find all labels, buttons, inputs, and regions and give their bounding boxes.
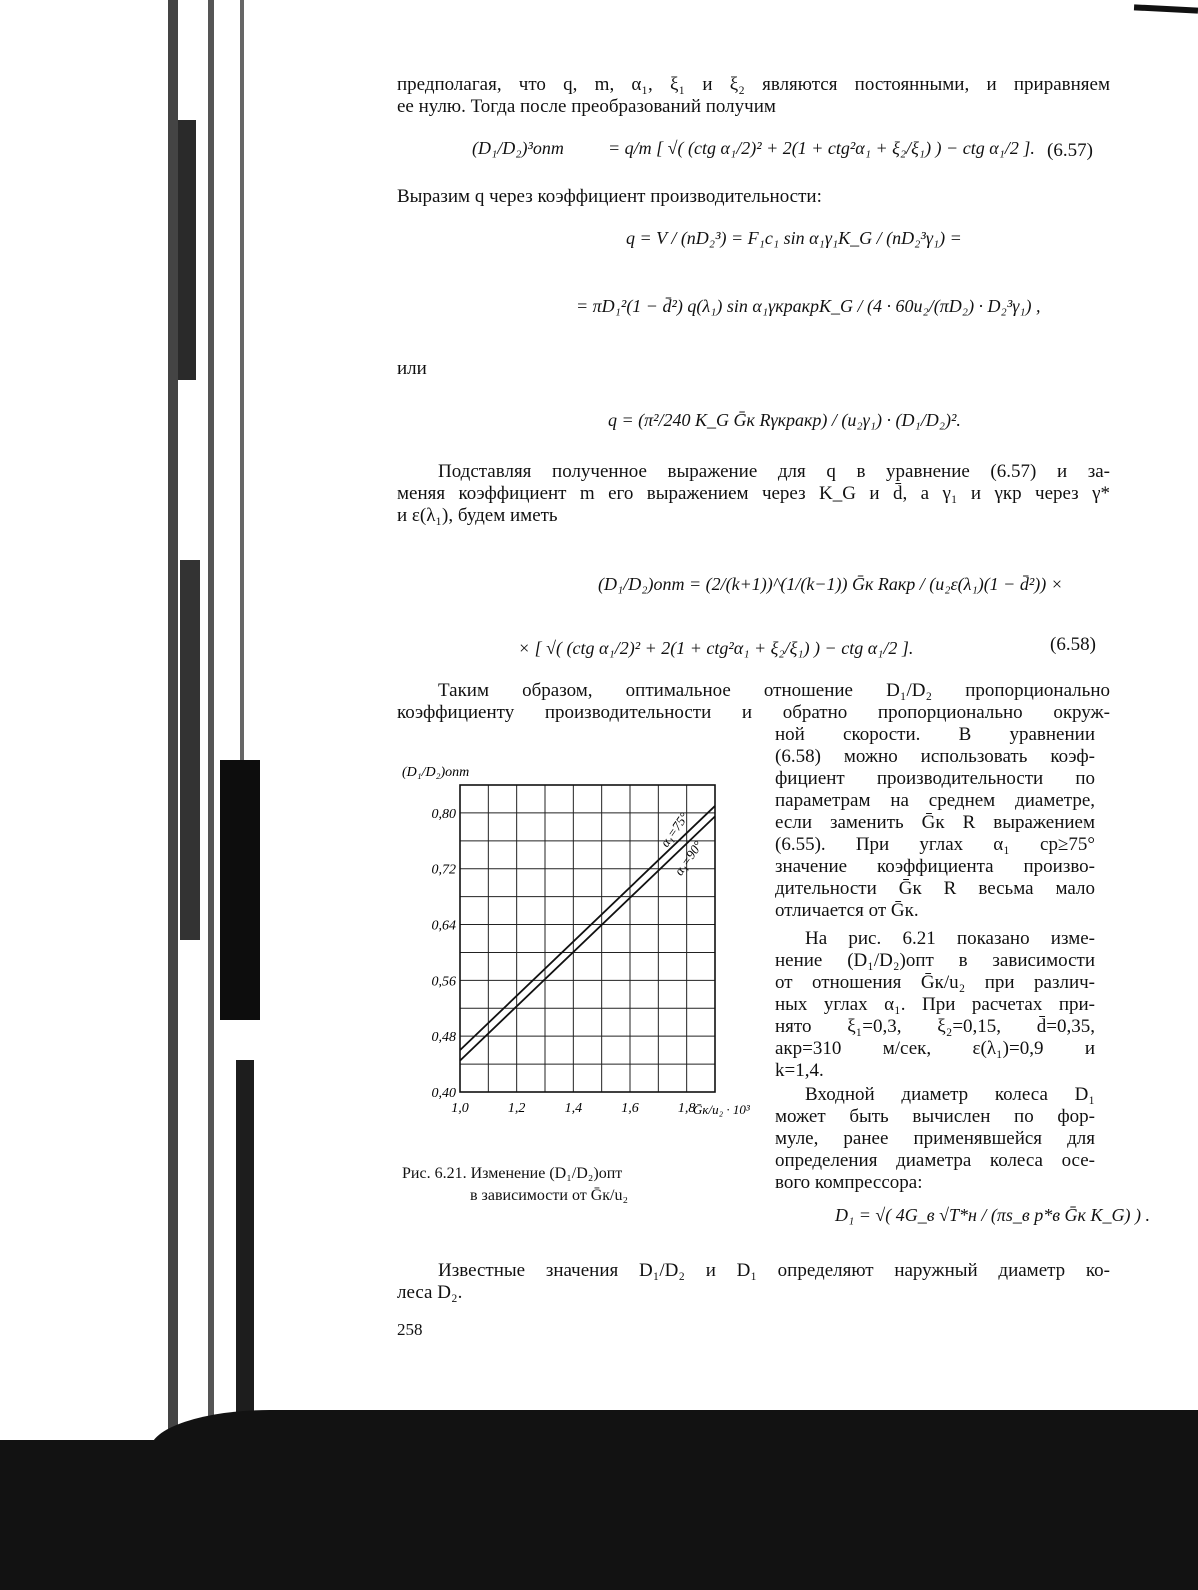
equation-number: (6.58) (1050, 634, 1096, 655)
text-line: если заменить Ḡк R выражением (775, 812, 1095, 833)
y-tick-label: 0,72 (431, 862, 456, 878)
text-line: нение (D₁/D₂)опт в зависимости (775, 950, 1095, 971)
equation-6-58-line2: × [ √( (ctg α₁/2)² + 2(1 + ctg²α₁ + ξ₂/ξ₁) ) − ctg α₁/2 ]. (518, 638, 914, 658)
figure-caption: Рис. 6.21. Изменение (D₁/D₂)опт (402, 1165, 623, 1182)
text-line: леса D₂. (397, 1282, 463, 1303)
text-line: На рис. 6.21 показано изме- (805, 928, 1095, 949)
equation-6-57-rhs: = q/m [ √( (ctg α₁/2)² + 2(1 + ctg²α₁ + ξ₂/ξ₁) ) − ctg α₁/2 ]. (608, 138, 1035, 158)
equation-number: (6.57) (1047, 140, 1093, 161)
series-label: α₁=75° (657, 809, 692, 850)
y-tick-label: 0,40 (431, 1086, 456, 1101)
text-line: может быть вычислен по фор- (775, 1106, 1095, 1127)
text-line: коэффициенту производительности и обратно пропорционально окруж- (397, 702, 1110, 723)
text-line: меняя коэффициент m его выражением через K_G и d̄, а γ₁ и γкр через γ* (397, 483, 1110, 504)
text-line: предполагая, что q, m, α₁, ξ₁ и ξ₂ являются постоянными, и приравняем (397, 74, 1110, 95)
series-line (460, 816, 715, 1060)
equation-q-1: q = V / (nD₂³) = F₁c₁ sin α₁γ₁K_G / (nD₂³γ₁) = (626, 228, 962, 248)
text-line: и ε(λ₁), будем иметь (397, 505, 558, 526)
text-line: (6.58) можно использовать коэф- (775, 746, 1095, 767)
text-line: k=1,4. (775, 1060, 824, 1081)
scan-top-mark (1134, 4, 1198, 13)
text-line: (6.55). При углах α₁ ср≥75° (775, 834, 1095, 855)
text-line: фициент производительности по (775, 768, 1095, 789)
equation-q-2: = πD₁²(1 − d̄²) q(λ₁) sin α₁γкрaкрK_G / (4 · 60u₂/(πD₂) · D₂³γ₁) , (576, 296, 1041, 316)
text-line: ных углах α₁. При расчетах при- (775, 994, 1095, 1015)
text-line: дительности Ḡк R весьма мало (775, 878, 1095, 899)
figure-6-21 (400, 760, 760, 1160)
x-tick-label: 1,4 (564, 1101, 583, 1116)
text-line: ной скорости. В уравнении (775, 724, 1095, 745)
text-line: Известные значения D₁/D₂ и D₁ определяют наружный диаметр ко- (438, 1260, 1110, 1281)
x-tick-label: 1,2 (507, 1101, 526, 1116)
text-line: Таким образом, оптимальное отношение D₁/D₂ пропорционально (438, 680, 1110, 701)
text-line: aкр=310 м/сек, ε(λ₁)=0,9 и (775, 1038, 1095, 1059)
y-tick-label: 0,48 (431, 1030, 456, 1046)
equation-d1: D₁ = √( 4G_в √T*н / (πs_в p*в Ḡк K_G) ) . (835, 1205, 1150, 1225)
y-tick-label: 0,56 (431, 974, 456, 990)
text-line: Подставляя полученное выражение для q в уравнение (6.57) и за- (438, 461, 1110, 482)
text-line: Входной диаметр колеса D₁ (805, 1084, 1095, 1105)
figure-caption: в зависимости от Ḡк/u₂ (470, 1187, 629, 1204)
x-axis-label: Ḡк/u₂ · 10³ (693, 1102, 750, 1117)
text-line: или (397, 358, 427, 379)
text-line: определения диаметра колеса осе- (775, 1150, 1095, 1171)
equation-6-57-lhs: (D₁/D₂)³опт (472, 138, 564, 158)
scan-left-edge (0, 0, 268, 1590)
y-tick-label: 0,64 (431, 918, 456, 934)
series-label: α₁=90° (671, 838, 706, 879)
series-line (460, 806, 715, 1050)
chart (400, 760, 760, 1160)
text-line: отличается от Ḡк. (775, 900, 919, 921)
text-line: от отношения Ḡк/u₂ при различ- (775, 972, 1095, 993)
x-tick-label: 1,8 (677, 1101, 696, 1116)
text-line: Выразим q через коэффициент производительности: (397, 186, 822, 207)
x-tick-label: 1,0 (451, 1101, 469, 1116)
text-line: ее нулю. Тогда после преобразований получим (397, 96, 776, 117)
text-line: параметрам на среднем диаметре, (775, 790, 1095, 811)
y-axis-label: (D₁/D₂)опт (402, 765, 470, 780)
equation-6-58-line1: (D₁/D₂)опт = (2/(k+1))^(1/(k−1)) Ḡк Raкр / (u₂ε(λ₁)(1 − d̄²)) × (598, 574, 1063, 594)
x-tick-label: 1,6 (621, 1101, 639, 1116)
equation-q-3: q = (π²/240 K_G Ḡк Rγкрaкр) / (u₂γ₁) · (D₁/D₂)². (608, 410, 961, 430)
text-line: значение коэффициента произво- (775, 856, 1095, 877)
page-number: 258 (397, 1320, 423, 1339)
text-line: нято ξ₁=0,3, ξ₂=0,15, d̄=0,35, (775, 1016, 1095, 1037)
text-line: муле, ранее применявшейся для (775, 1128, 1095, 1149)
scan-bottom-edge (0, 1440, 1198, 1590)
y-tick-label: 0,80 (431, 806, 456, 822)
text-line: вого компрессора: (775, 1172, 923, 1193)
